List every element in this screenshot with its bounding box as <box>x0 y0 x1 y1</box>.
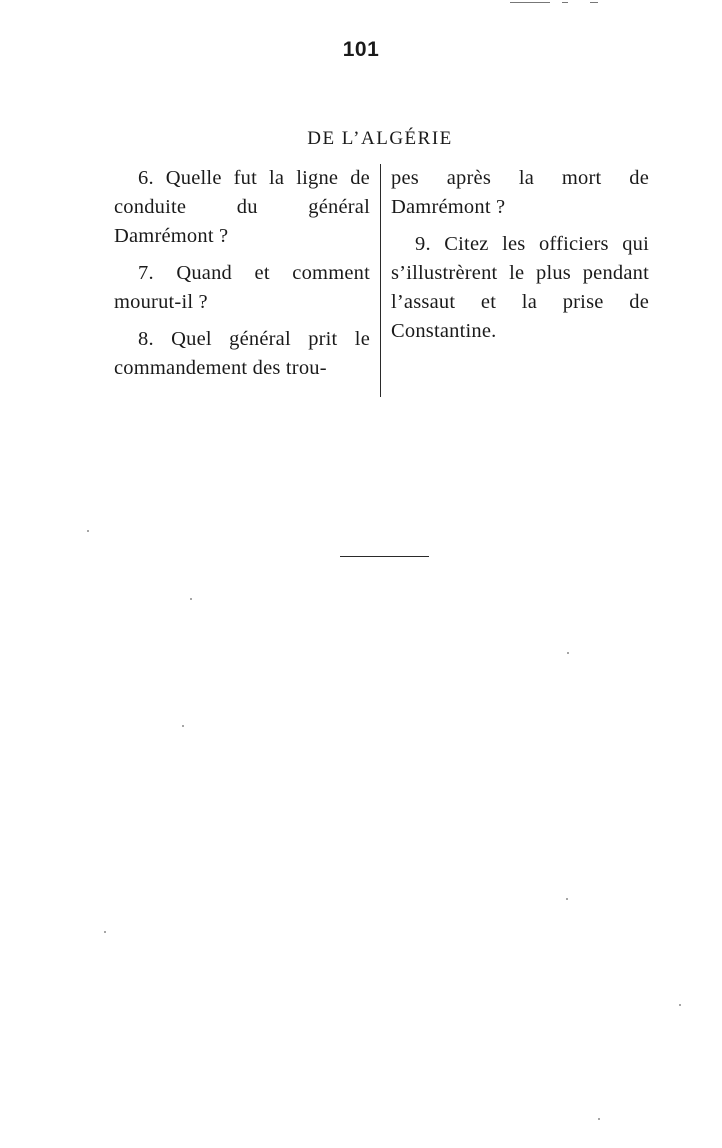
left-column <box>114 164 381 397</box>
running-head: DE L’ALGÉRIE <box>307 128 453 149</box>
scan-speck <box>182 725 184 727</box>
scan-speck <box>87 530 89 532</box>
question-9: 9. Citez les officiers qui s’illustrèrent le plus pendant l’assaut et la prise de Constantine. <box>391 233 649 342</box>
scan-speck <box>679 1004 681 1006</box>
scan-speck <box>104 931 106 933</box>
question-7: 7. Quand et comment mourut-il ? <box>114 262 370 313</box>
scan-speck <box>598 1118 600 1120</box>
page-number: 101 <box>342 38 380 61</box>
scan-speck <box>566 898 568 900</box>
scan-speck <box>567 652 569 654</box>
top-edge-marks <box>510 2 600 4</box>
right-column <box>381 164 649 397</box>
end-rule <box>340 556 429 557</box>
two-column-text <box>114 164 650 397</box>
scan-speck <box>190 598 192 600</box>
question-6: 6. Quelle fut la ligne de conduite du général Damrémont ? <box>114 167 370 247</box>
question-8: 8. Quel général prit le commandement des trou- <box>114 328 370 379</box>
question-8-continued: pes après la mort de Damrémont ? <box>391 167 649 218</box>
